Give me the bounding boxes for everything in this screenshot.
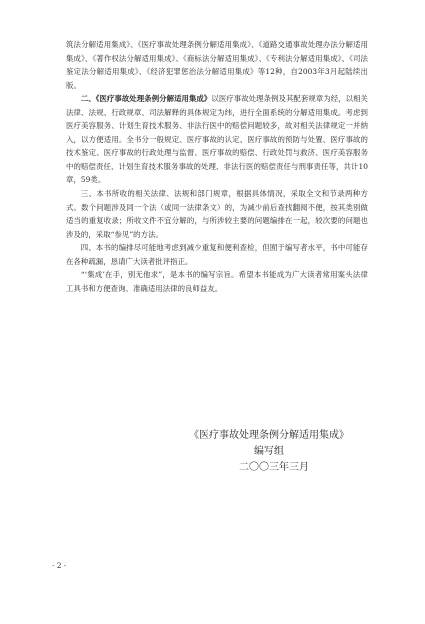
- paragraph-continuation: 筑法分解适用集成》、《医疗事故处理条例分解适用集成》、《道路交通事故处理办法分解适用集成》、《著作权法分解适用集成》、《商标法分解适用集成》、《专利法分解适用集成》、《司法鉴定法分解适用集成》、《经济犯罪惩治法分解适用集成》等12种，自2003年3月起陆续出版。: [66, 40, 368, 90]
- paragraph-section-four: 四、本书的编排尽可能地考虑到减少重复和便利查检，但囿于编写者水平，书中可能存在各种疏漏，恳请广大读者批评指正。: [66, 243, 368, 266]
- signature-date: 二〇〇三年三月: [239, 462, 309, 473]
- section-two-text: 以医疗事故处理条例及其配套规章为经，以相关法律、法规、行政规章、司法解释的具体规定为纬，进行全面系统的分解适用集成。考虑到医疗美容服务、计划生育技术服务、非法行医中的赔偿问题较多，故对相关法律规定一并纳入，以方便适用。全书分一般规定、医疗事故的认定、医疗事故的预防与处置、医疗事故的技术鉴定、医疗事故的行政处理与监督、医疗事故的赔偿、行政处罚与救济、医疗美容服务中的赔偿责任、计划生育技术服务事故的处理、非法行医的赔偿责任与刑事责任等，共计10章，59类。: [66, 94, 369, 185]
- page-number: · 2 ·: [52, 561, 67, 570]
- body-text: [66, 38, 368, 295]
- paragraph-section-two: [66, 92, 368, 187]
- section-two-book-title: 二、《医疗事故处理条例分解适用集成》: [80, 94, 212, 104]
- paragraph-motto: “‘集成’在手，别无他求”，是本书的编写宗旨。希望本书能成为广大读者常用案头法律工具书和方便查询、准确适用法律的良师益友。: [66, 270, 368, 293]
- signature-block: [150, 428, 370, 476]
- paragraph-section-three: 三、本书所收的相关法律、法规和部门规章，根据具体情况，采取全文和节录两种方式。数个问题涉及同一个法（或同一法律条文）的，为减少前后查找翻阅不便，按其类别做适当的重复收录；所收文件不宜分解的，与所涉较主要的问题编排在一起，较次要的问题也涉及的，采取“参见”的方法。: [66, 189, 368, 239]
- signature-book-title: 《医疗事故处理条例分解适用集成》: [189, 430, 349, 441]
- signature-org: 编写组: [254, 446, 284, 457]
